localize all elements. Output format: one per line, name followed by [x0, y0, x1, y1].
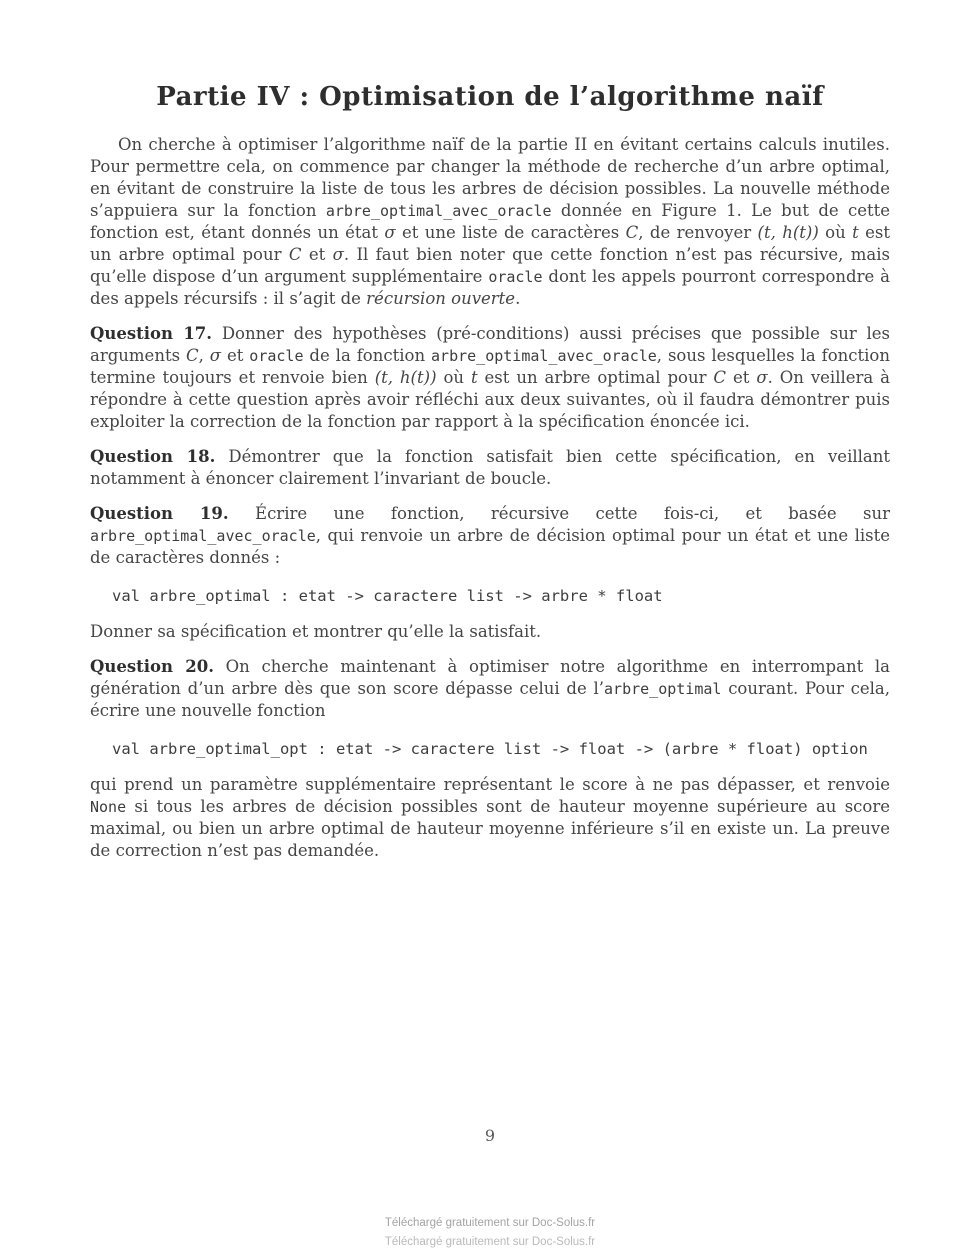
page-number: 9	[484, 1126, 496, 1145]
code-signature-arbre-optimal: val arbre_optimal : etat -> caractere list -> arbre * float	[112, 587, 663, 605]
question-19-followup: Donner sa spécification et montrer qu’elle la satisfait.	[90, 622, 542, 641]
intro-paragraph: On cherche à optimiser l’algorithme naïf de la partie II en évitant certains calculs inutiles. Pour permettre cela, on commence par changer la méthode de recherche d’un arbre optimal, en évitant de construire la liste de tous les arbres de décision possibles. La nouvelle méthode s’appuiera sur la fonction arbre_optimal_avec_oracle donnée en Figure 1. Le but de cette fonction est, étant donnés un état σ et une liste de caractères C, de renvoyer (t, h(t)) où t est un arbre optimal pour C et σ. Il faut bien noter que cette fonction n’est pas récursive, mais qu’elle dispose d’un argument supplémentaire oracle dont les appels pourront correspondre à des appels récursifs : il s’agit de récursion ouverte.	[90, 135, 890, 308]
question-18-paragraph: Question 18. Démontrer que la fonction satisfait bien cette spécification, en veillant notamment à énoncer clairement l’invariant de boucle.	[90, 447, 890, 488]
question-17-paragraph: Question 17. Donner des hypothèses (pré-conditions) aussi précises que possible sur les arguments C, σ et oracle de la fonction arbre_optimal_avec_oracle, sous lesquelles la fonction termine toujours et renvoie bien (t, h(t)) où t est un arbre optimal pour C et σ. On veillera à répondre à cette question après avoir réfléchi aux deux suivantes, où il faudra démontrer puis exploiter la correction de la fonction par rapport à la spécification énoncée ici.	[90, 324, 891, 431]
footer-text: Téléchargé gratuitement sur Doc-Solus.fr	[384, 1217, 596, 1229]
question-19-paragraph: Question 19. Écrire une fonction, récursive cette fois-ci, et basée sur arbre_optimal_avec_oracle, qui renvoie un arbre de décision optimal pour un état et une liste de caractères donnés :	[90, 504, 890, 567]
footer-text-clipped: Téléchargé gratuitement sur Doc-Solus.fr	[384, 1236, 596, 1248]
code-signature-arbre-optimal-opt: val arbre_optimal_opt : etat -> caractere list -> float -> (arbre * float) option	[112, 740, 868, 758]
outro-paragraph: qui prend un paramètre supplémentaire représentant le score à ne pas dépasser, et renvoie None si tous les arbres de décision possibles sont de hauteur moyenne supérieure au score maximal, ou bien un arbre optimal de hauteur moyenne inférieure s’il en existe un. La preuve de correction n’est pas demandée.	[90, 775, 890, 860]
page-title: Partie IV : Optimisation de l’algorithme naïf	[156, 82, 824, 112]
document-content	[90, 0, 890, 862]
question-20-paragraph: Question 20. On cherche maintenant à optimiser notre algorithme en interrompant la génération d’un arbre dès que son score dépasse celui de l’arbre_optimal courant. Pour cela, écrire une nouvelle fonction	[90, 657, 891, 720]
